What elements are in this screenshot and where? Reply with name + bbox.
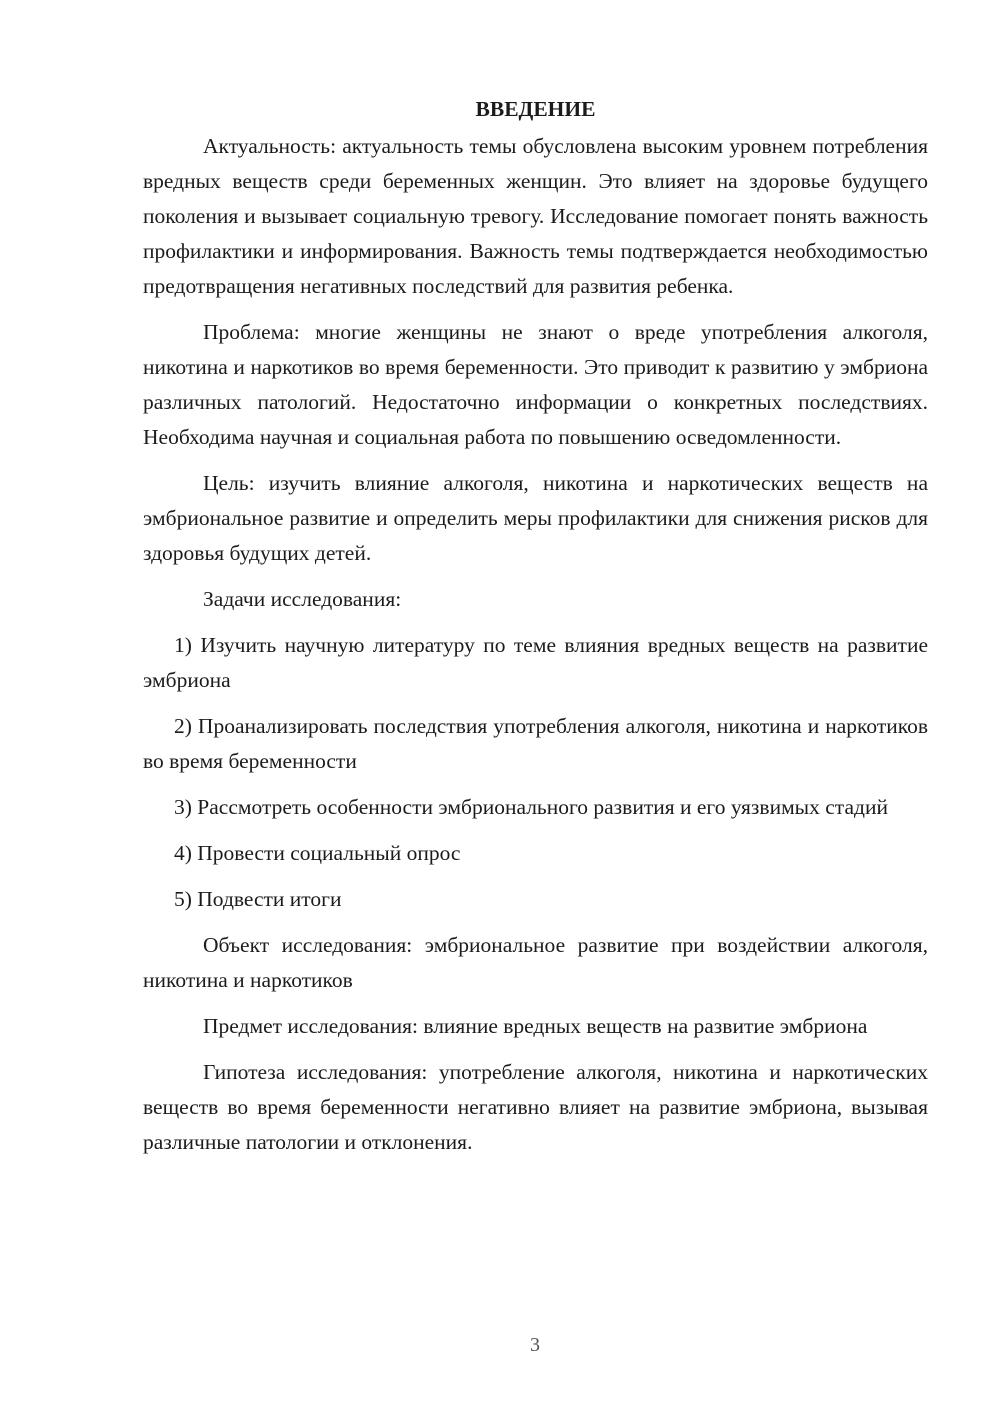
page-number: 3 [530, 1334, 540, 1356]
task-item-4: 4) Провести социальный опрос [174, 841, 461, 865]
relevance-paragraph: Актуальность: актуальность темы обусловлена высоким уровнем потребления вредных веществ среди беременных женщин. Это влияет на здоровье будущего поколения и вызывает социальную тревогу. Исследование помогает понять важность профилактики и информирования. Важность темы подтверждается необходимостью предотвращения негативных последствий для развития ребенка. [143, 134, 928, 298]
problem-paragraph: Проблема: многие женщины не знают о вреде употребления алкоголя, никотина и наркотиков во время беременности. Это приводит к развитию у эмбриона различных патологий. Недостаточно информации о конкретных последствиях. Необходима научная и социальная работа по повышению осведомленности. [143, 320, 928, 449]
hypothesis-paragraph: Гипотеза исследования: употребление алкоголя, никотина и наркотических веществ во время беременности негативно влияет на развитие эмбриона, вызывая различные патологии и отклонения. [143, 1060, 928, 1154]
document-page [143, 92, 928, 1171]
goal-paragraph: Цель: изучить влияние алкоголя, никотина и наркотических веществ на эмбриональное развитие и определить меры профилактики для снижения рисков для здоровья будущих детей. [143, 471, 928, 565]
page-title: ВВЕДЕНИЕ [475, 97, 596, 121]
task-item-3: 3) Рассмотреть особенности эмбрионального развития и его уязвимых стадий [174, 795, 888, 819]
task-item-5: 5) Подвести итоги [174, 887, 342, 911]
subject-paragraph: Предмет исследования: влияние вредных веществ на развитие эмбриона [203, 1014, 868, 1038]
tasks-heading: Задачи исследования: [203, 587, 402, 611]
object-paragraph: Объект исследования: эмбриональное развитие при воздействии алкоголя, никотина и наркотиков [143, 933, 928, 992]
task-item-2: 2) Проанализировать последствия употребления алкоголя, никотина и наркотиков во время беременности [143, 714, 928, 773]
task-item-1: 1) Изучить научную литературу по теме влияния вредных веществ на развитие эмбриона [143, 633, 928, 692]
